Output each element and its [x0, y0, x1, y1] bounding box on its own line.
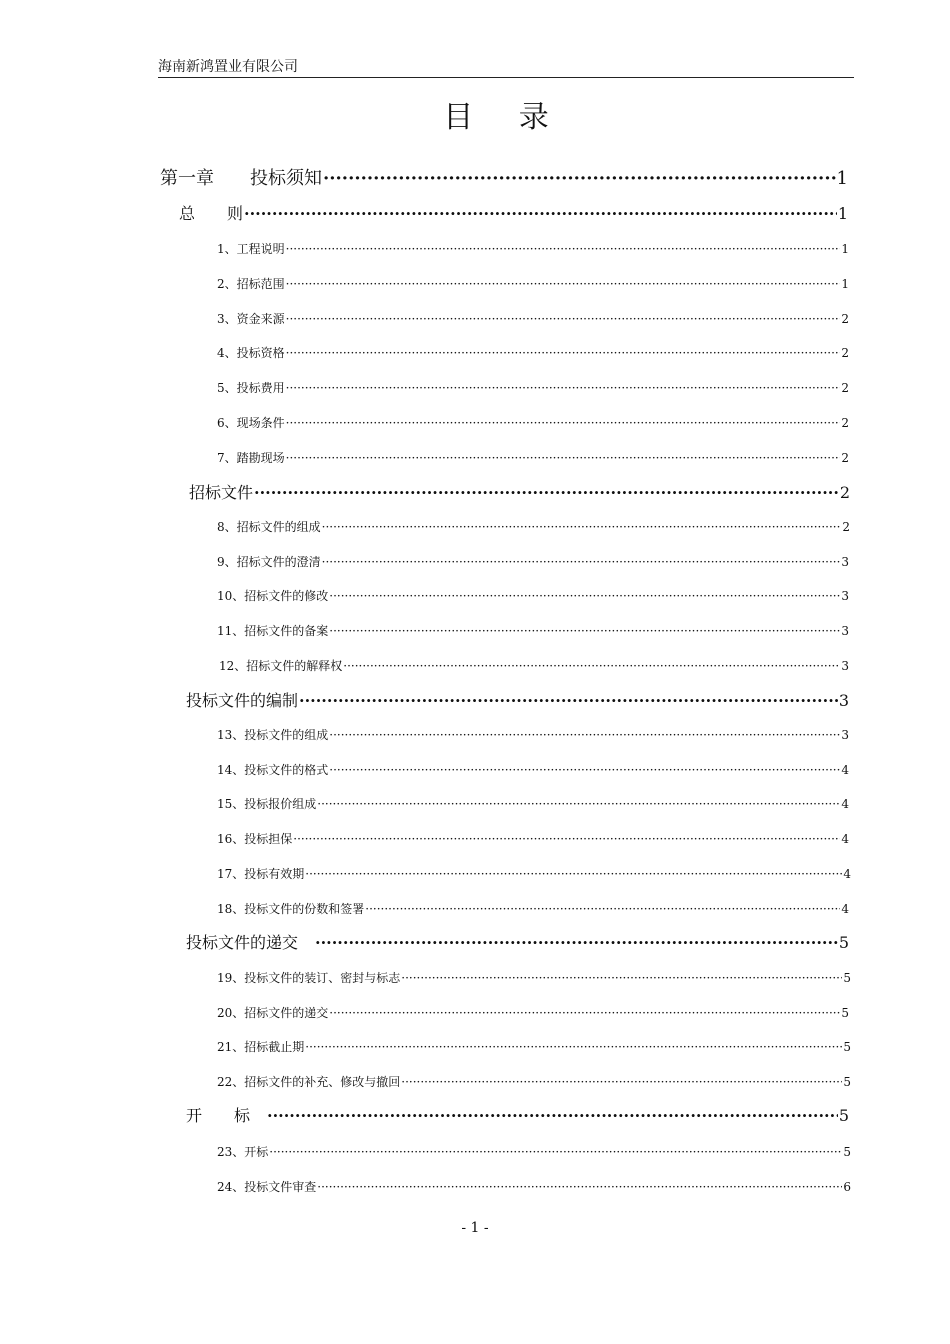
toc-leader-dots: [329, 728, 840, 742]
toc-item-entry[interactable]: [217, 553, 849, 570]
toc-entry-page: 3: [841, 624, 849, 638]
toc-entry-label: 20、招标文件的递交: [217, 1006, 329, 1020]
toc-leader-dots: [329, 1006, 840, 1020]
toc-entry-label: 第一章 投标须知: [160, 168, 322, 189]
toc-item-entry[interactable]: [217, 449, 849, 466]
toc-entry-page: 3: [838, 691, 849, 710]
toc-item-entry[interactable]: [217, 969, 851, 986]
toc-leader-dots: [286, 416, 841, 430]
toc-item-entry[interactable]: [217, 1143, 851, 1160]
toc-entry-label: 3、资金来源: [217, 312, 285, 326]
page-header: [158, 56, 854, 78]
toc-entry-label: 招标文件: [189, 483, 254, 502]
toc-entry-page: 4: [843, 867, 851, 881]
toc-leader-dots: [401, 971, 842, 985]
toc-entry-label: 21、招标截止期: [217, 1040, 305, 1054]
toc-entry-page: 3: [841, 728, 849, 742]
toc-entry-label: 13、投标文件的组成: [217, 728, 329, 742]
toc-chapter-entry[interactable]: [160, 164, 848, 190]
toc-leader-dots: [254, 483, 839, 502]
toc-item-entry[interactable]: [217, 310, 849, 327]
toc-leader-dots: [299, 691, 838, 710]
toc-entry-label: 9、招标文件的澄清: [217, 555, 321, 569]
toc-item-entry[interactable]: [217, 1178, 851, 1195]
toc-item-entry[interactable]: [217, 275, 849, 292]
toc-leader-dots: [322, 555, 841, 569]
toc-entry-page: 5: [841, 1006, 849, 1020]
toc-entry-page: 2: [841, 346, 849, 360]
toc-entry-page: 5: [838, 1106, 849, 1125]
toc-entry-label: 10、招标文件的修改: [217, 589, 329, 603]
toc-item-entry[interactable]: [217, 379, 849, 396]
toc-item-entry[interactable]: [217, 900, 849, 917]
page-number: - 1 -: [461, 1220, 489, 1236]
toc-leader-dots: [286, 242, 841, 256]
toc-section-entry[interactable]: [189, 480, 850, 503]
toc-item-entry[interactable]: [217, 865, 851, 882]
toc-leader-dots: [317, 1180, 842, 1194]
toc-entry-page: 2: [841, 451, 849, 465]
toc-entry-label: 17、投标有效期: [217, 867, 305, 881]
toc-entry-label: 16、投标担保: [217, 832, 293, 846]
toc-entry-label: 4、投标资格: [217, 346, 285, 360]
toc-item-entry[interactable]: [217, 726, 849, 743]
toc-leader-dots: [305, 1040, 842, 1054]
toc-entry-label: 18、投标文件的份数和签署: [217, 902, 365, 916]
toc-item-entry[interactable]: [217, 240, 849, 257]
toc-entry-page: 5: [843, 971, 851, 985]
toc-item-entry[interactable]: [219, 657, 849, 674]
toc-leader-dots: [293, 832, 840, 846]
toc-item-entry[interactable]: [217, 344, 849, 361]
toc-entry-label: 23、开标: [217, 1145, 269, 1159]
toc-item-entry[interactable]: [217, 1038, 851, 1055]
toc-leader-dots: [305, 867, 842, 881]
company-name: 海南新鸿置业有限公司: [158, 59, 298, 75]
toc-entry-label: 总 则: [179, 204, 244, 223]
toc-leader-dots: [286, 381, 841, 395]
toc-section-entry[interactable]: [179, 201, 848, 224]
toc-leader-dots: [329, 624, 840, 638]
toc-leader-dots: [317, 797, 840, 811]
toc-entry-label: 24、投标文件审查: [217, 1180, 317, 1194]
toc-leader-dots: [267, 1106, 838, 1125]
toc-leader-dots: [315, 933, 838, 952]
toc-entry-page: 5: [838, 933, 849, 952]
toc-leader-dots: [269, 1145, 842, 1159]
toc-entry-page: 6: [843, 1180, 851, 1194]
toc-item-entry[interactable]: [217, 830, 849, 847]
toc-item-entry[interactable]: [217, 761, 849, 778]
toc-leader-dots: [322, 520, 842, 534]
toc-leader-dots: [286, 312, 841, 326]
toc-section-entry[interactable]: [186, 1103, 849, 1126]
toc-entry-label: 14、投标文件的格式: [217, 763, 329, 777]
toc-item-entry[interactable]: [217, 1004, 849, 1021]
toc-item-entry[interactable]: [217, 622, 849, 639]
toc-entry-page: 5: [843, 1040, 851, 1054]
toc-leader-dots: [343, 659, 840, 673]
toc-entry-label: 12、招标文件的解释权: [219, 659, 343, 673]
toc-entry-page: 2: [841, 312, 849, 326]
toc-entry-label: 22、招标文件的补充、修改与撤回: [217, 1075, 401, 1089]
toc-item-entry[interactable]: [217, 1073, 851, 1090]
toc-entry-page: 1: [837, 204, 848, 223]
toc-entry-label: 19、投标文件的装订、密封与标志: [217, 971, 401, 985]
toc-entry-label: 11、招标文件的备案: [217, 624, 329, 638]
toc-item-entry[interactable]: [217, 414, 849, 431]
toc-leader-dots: [401, 1075, 842, 1089]
toc-entry-page: 2: [839, 483, 850, 502]
toc-leader-dots: [286, 277, 841, 291]
toc-entry-page: 2: [842, 520, 850, 534]
toc-entry-label: 1、工程说明: [217, 242, 285, 256]
toc-entry-page: 5: [843, 1075, 851, 1089]
toc-entry-page: 1: [841, 277, 849, 291]
toc-entry-label: 开 标: [186, 1106, 267, 1125]
toc-entry-page: 3: [841, 659, 849, 673]
toc-leader-dots: [244, 204, 837, 223]
toc-leader-dots: [323, 168, 836, 189]
toc-entry-page: 4: [841, 832, 849, 846]
toc-entry-page: 2: [841, 381, 849, 395]
toc-leader-dots: [365, 902, 840, 916]
toc-entry-label: 投标文件的编制: [186, 691, 299, 710]
toc-leader-dots: [329, 589, 840, 603]
toc-entry-page: 1: [841, 242, 849, 256]
toc-leader-dots: [286, 451, 841, 465]
toc-leader-dots: [286, 346, 841, 360]
toc-entry-page: 4: [841, 763, 849, 777]
toc-entry-label: 5、投标费用: [217, 381, 285, 395]
toc-entry-label: 2、招标范围: [217, 277, 285, 291]
page-title: 目 录: [443, 100, 567, 135]
toc-entry-page: 5: [843, 1145, 851, 1159]
toc-section-entry[interactable]: [186, 930, 849, 953]
toc-entry-page: 1: [836, 168, 848, 189]
toc-leader-dots: [329, 763, 840, 777]
toc-entry-page: 3: [841, 589, 849, 603]
toc-section-entry[interactable]: [186, 688, 849, 711]
toc-entry-page: 3: [841, 555, 849, 569]
toc-item-entry[interactable]: [217, 518, 850, 535]
toc-entry-label: 15、投标报价组成: [217, 797, 317, 811]
toc-entry-label: 6、现场条件: [217, 416, 285, 430]
toc-entry-label: 投标文件的递交: [186, 933, 315, 952]
toc-entry-page: 4: [841, 902, 849, 916]
toc-entry-label: 7、踏勘现场: [217, 451, 285, 465]
toc-entry-page: 4: [841, 797, 849, 811]
toc-item-entry[interactable]: [217, 795, 849, 812]
toc-entry-page: 2: [841, 416, 849, 430]
toc-entry-label: 8、招标文件的组成: [217, 520, 321, 534]
toc-item-entry[interactable]: [217, 587, 849, 604]
